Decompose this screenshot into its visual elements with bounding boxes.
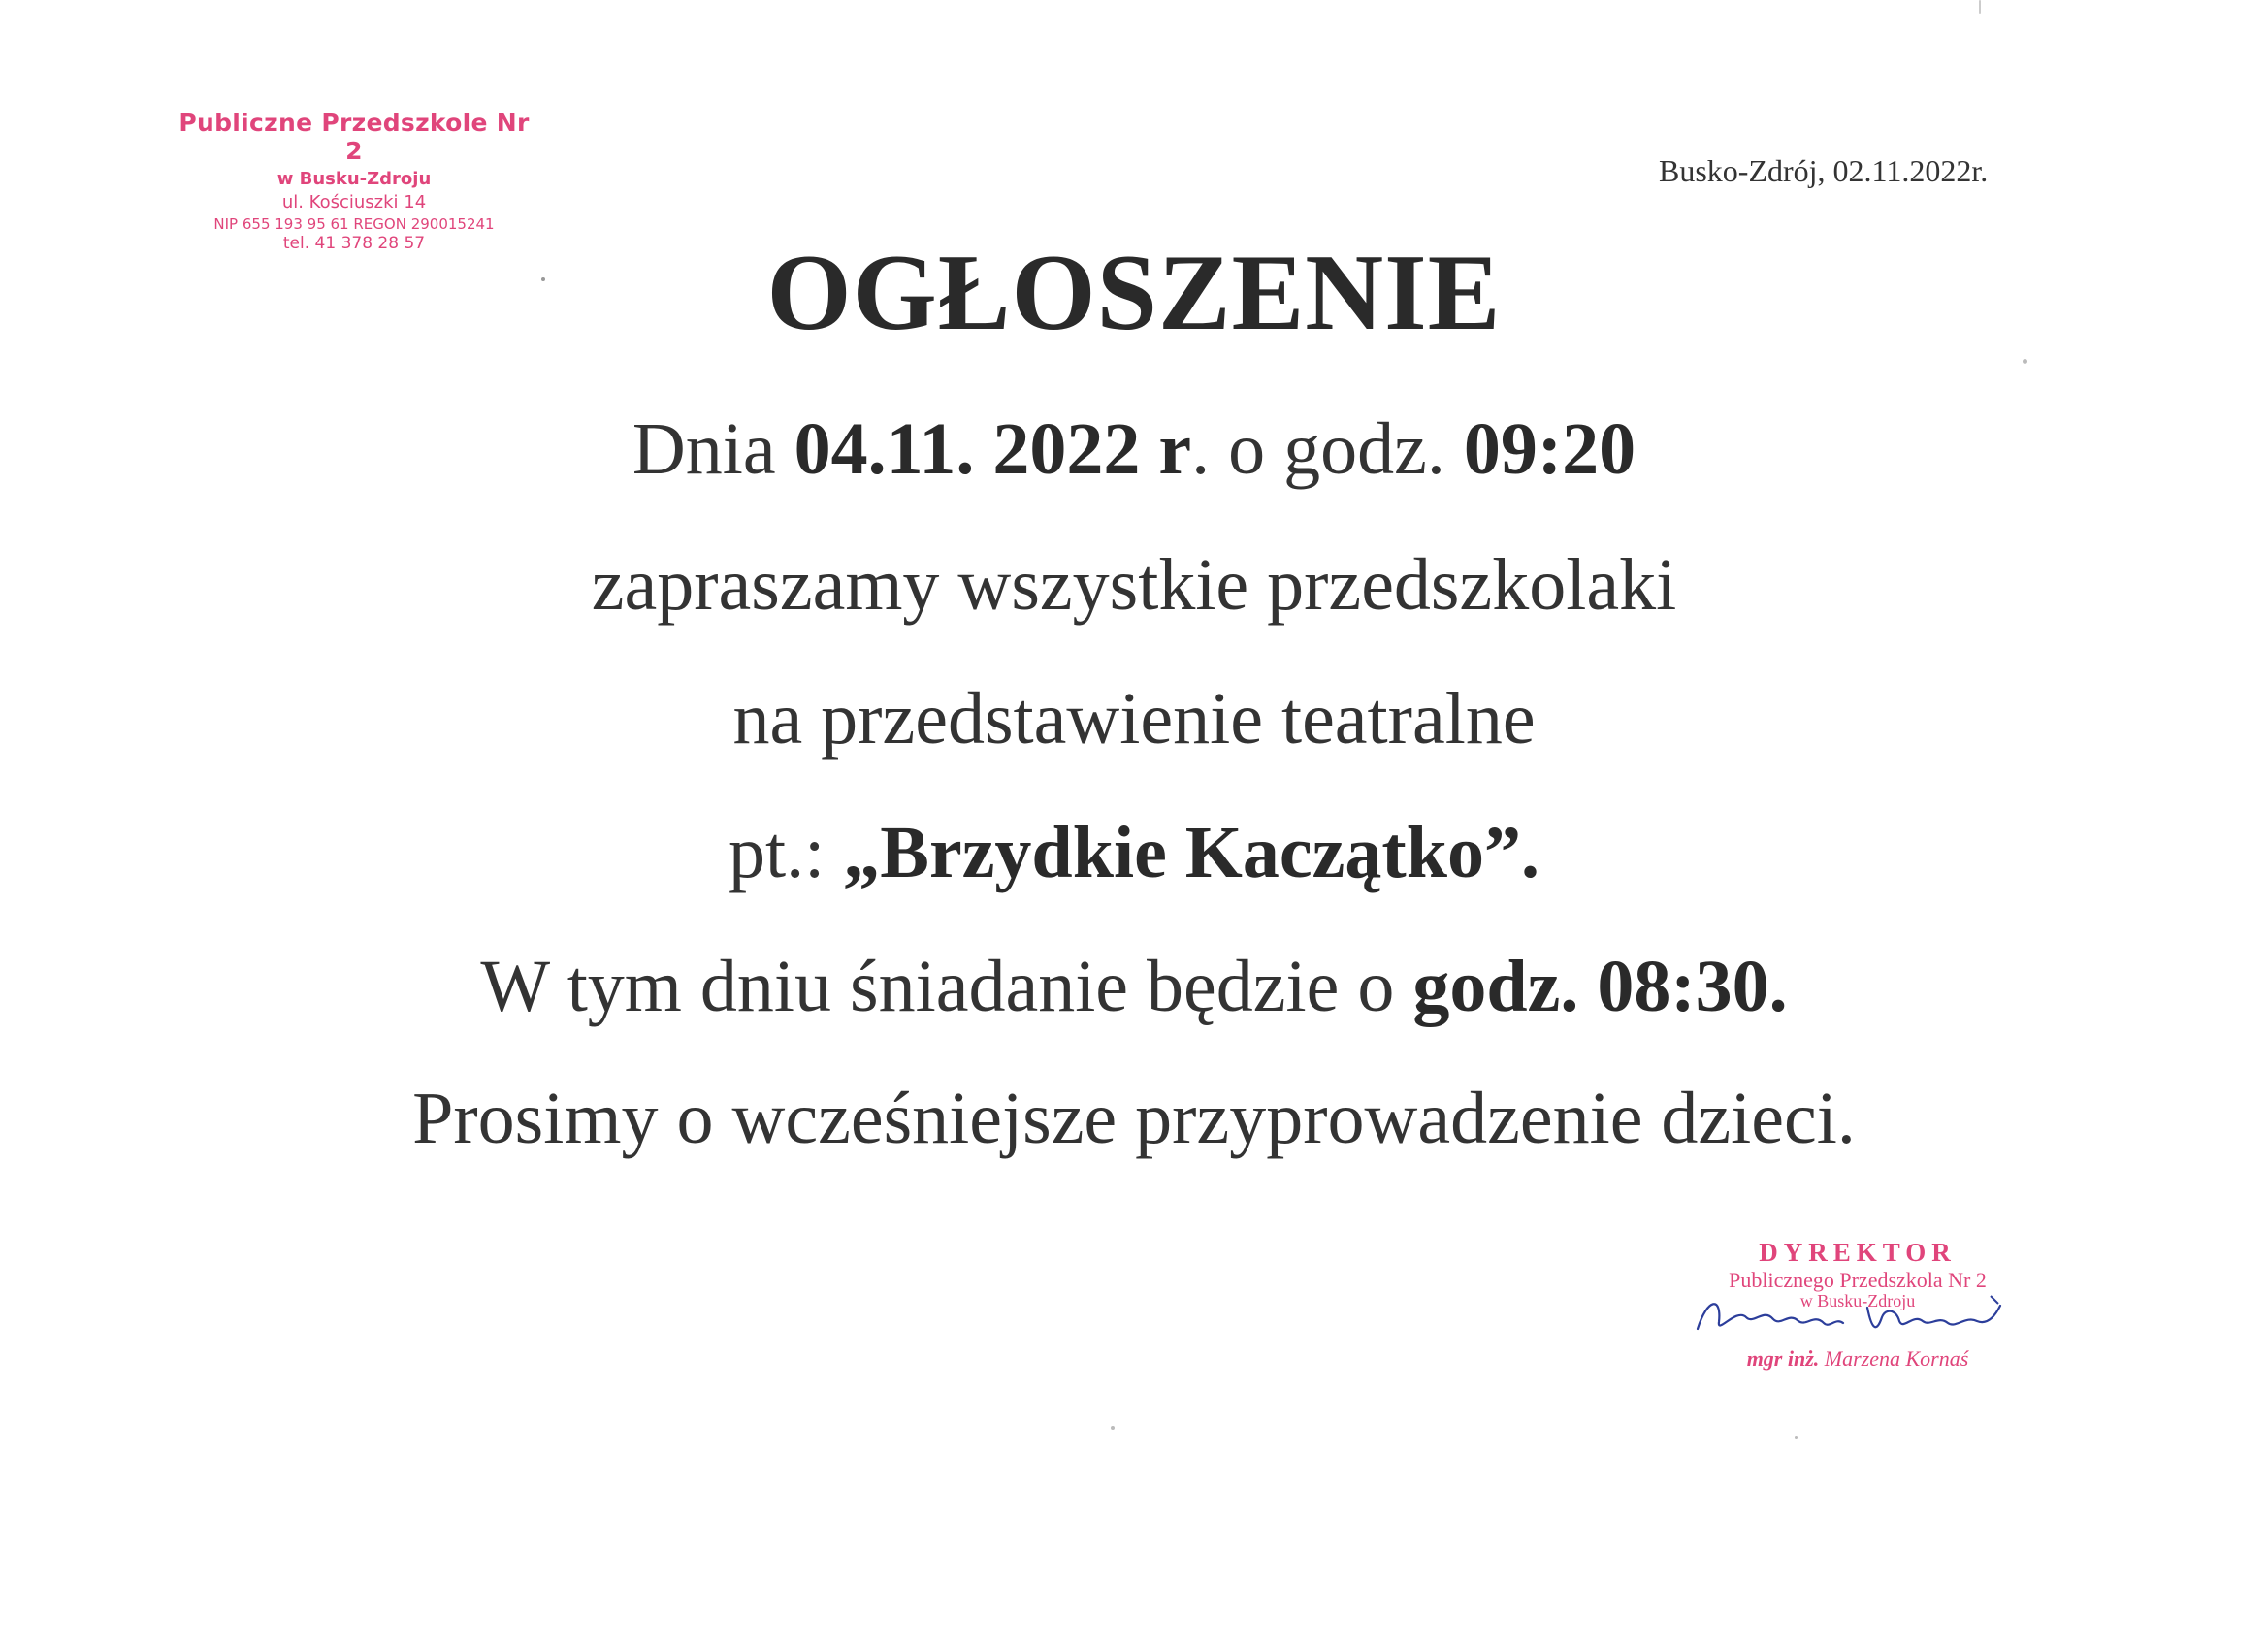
scan-speck [1111,1426,1115,1430]
director-fullname: Marzena Kornaś [1819,1346,1969,1371]
announcement-line-date [0,407,2268,492]
event-time: 09:20 [1463,408,1636,490]
breakfast-time: godz. 08:30. [1412,946,1788,1027]
line1-prefix: Dnia [632,408,794,490]
announcement-line-show: na przedstawienie teatralne [732,678,1536,760]
scan-speck [541,277,545,281]
scan-speck [1979,0,1981,14]
scan-speck [1795,1436,1798,1439]
director-city: w Busku-Zdroju [1799,1291,1916,1310]
director-degree: mgr inż. [1746,1346,1820,1371]
line5-prefix: W tym dniu śniadanie będzie o [480,946,1413,1027]
play-title: „Brzydkie Kaczątko”. [843,812,1539,893]
document-date: Busko-Zdrój, 02.11.2022r. [1659,153,1989,188]
event-date: 04.11. 2022 r [794,408,1192,490]
handwritten-signature [1678,1278,2037,1346]
line4-prefix: pt.: [729,812,844,893]
director-title: DYREKTOR [1759,1238,1957,1267]
announcement-line-breakfast [0,945,2268,1029]
stamp-name: Publiczne Przedszkole Nr 2 [178,109,530,165]
stamp-nip-regon: NIP 655 193 95 61 REGON 290015241 [213,215,495,233]
line1-middle: . o godz. [1191,408,1464,490]
announcement-line-invite: zapraszamy wszystkie przedszkolaki [591,544,1677,626]
director-institution: Publicznego Przedszkola Nr 2 [1729,1268,1987,1292]
announcement-line-request: Prosimy o wcześniejsze przyprowadzenie dzieci. [412,1078,1856,1159]
stamp-phone: tel. 41 378 28 57 [282,234,426,253]
stamp-city: w Busku-Zdroju [276,169,432,189]
scan-speck [2023,359,2027,364]
announcement-line-title [0,811,2268,895]
announcement-title: OGŁOSZENIE [766,233,1502,353]
stamp-street: ul. Kościuszki 14 [281,192,427,212]
director-name [1688,1346,2027,1372]
